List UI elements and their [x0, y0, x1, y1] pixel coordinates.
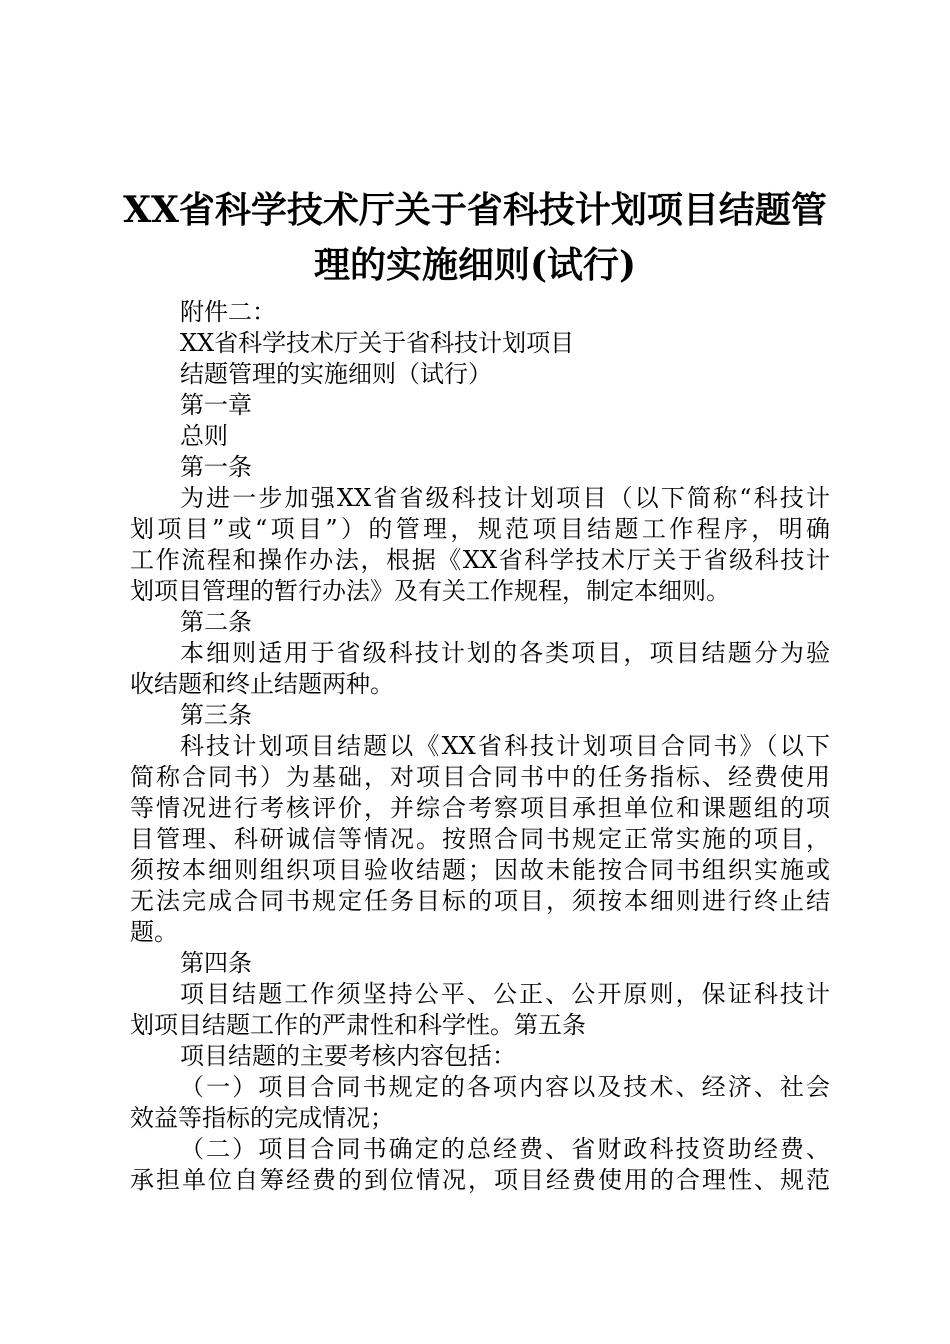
body-line: 效益等指标的完成情况；: [130, 1104, 394, 1132]
body-line: 划项目”或“项目”）的管理，规范项目结题工作程序，明确: [130, 515, 830, 543]
document-title-line-2: 理的实施细则(试行): [313, 244, 637, 286]
body-line: 第三条: [180, 701, 252, 729]
document-body: [130, 297, 830, 1196]
body-line: 等情况进行考核评价，并综合考察项目承担单位和课题组的项: [130, 794, 830, 822]
body-line: 结题管理的实施细则（试行）: [180, 360, 492, 388]
body-line: （一）项目合同书规定的各项内容以及技术、经济、社会: [180, 1073, 830, 1101]
body-line: 附件二：: [180, 298, 276, 326]
document-title-line-1: XX省科学技术厅关于省科技计划项目结题管: [123, 189, 827, 231]
body-line: 第一章: [180, 391, 252, 419]
body-line: 第一条: [180, 453, 252, 481]
body-line: 承担单位自筹经费的到位情况，项目经费使用的合理性、规范: [130, 1166, 830, 1194]
body-line: 目管理、科研诚信等情况。按照合同书规定正常实施的项目，: [130, 825, 830, 853]
body-line: 本细则适用于省级科技计划的各类项目，项目结题分为验: [180, 639, 830, 667]
body-line: （二）项目合同书确定的总经费、省财政科技资助经费、: [180, 1135, 830, 1163]
body-line: 无法完成合同书规定任务目标的项目，须按本细则进行终止结: [130, 887, 830, 915]
body-line: 第四条: [180, 949, 252, 977]
body-line: XX省科学技术厅关于省科技计划项目: [180, 329, 575, 357]
body-line: 第二条: [180, 608, 252, 636]
body-line: 项目结题工作须坚持公平、公正、公开原则，保证科技计: [180, 980, 830, 1008]
body-line: 为进一步加强XX省省级科技计划项目（以下简称“科技计: [180, 484, 830, 512]
body-line: 题。: [130, 918, 178, 946]
body-line: 划项目管理的暂行办法》及有关工作规程，制定本细则。: [130, 577, 730, 605]
body-line: 简称合同书）为基础，对项目合同书中的任务指标、经费使用: [130, 763, 830, 791]
body-line: 科技计划项目结题以《XX省科技计划项目合同书》（以下: [180, 732, 830, 760]
body-line: 总则: [180, 422, 228, 450]
body-line: 项目结题的主要考核内容包括：: [180, 1042, 516, 1070]
body-line: 工作流程和操作办法，根据《XX省科学技术厅关于省级科技计: [130, 546, 830, 574]
body-line: 划项目结题工作的严肃性和科学性。第五条: [130, 1011, 586, 1039]
body-line: 须按本细则组织项目验收结题；因故未能按合同书组织实施或: [130, 856, 830, 884]
body-line: 收结题和终止结题两种。: [130, 670, 394, 698]
